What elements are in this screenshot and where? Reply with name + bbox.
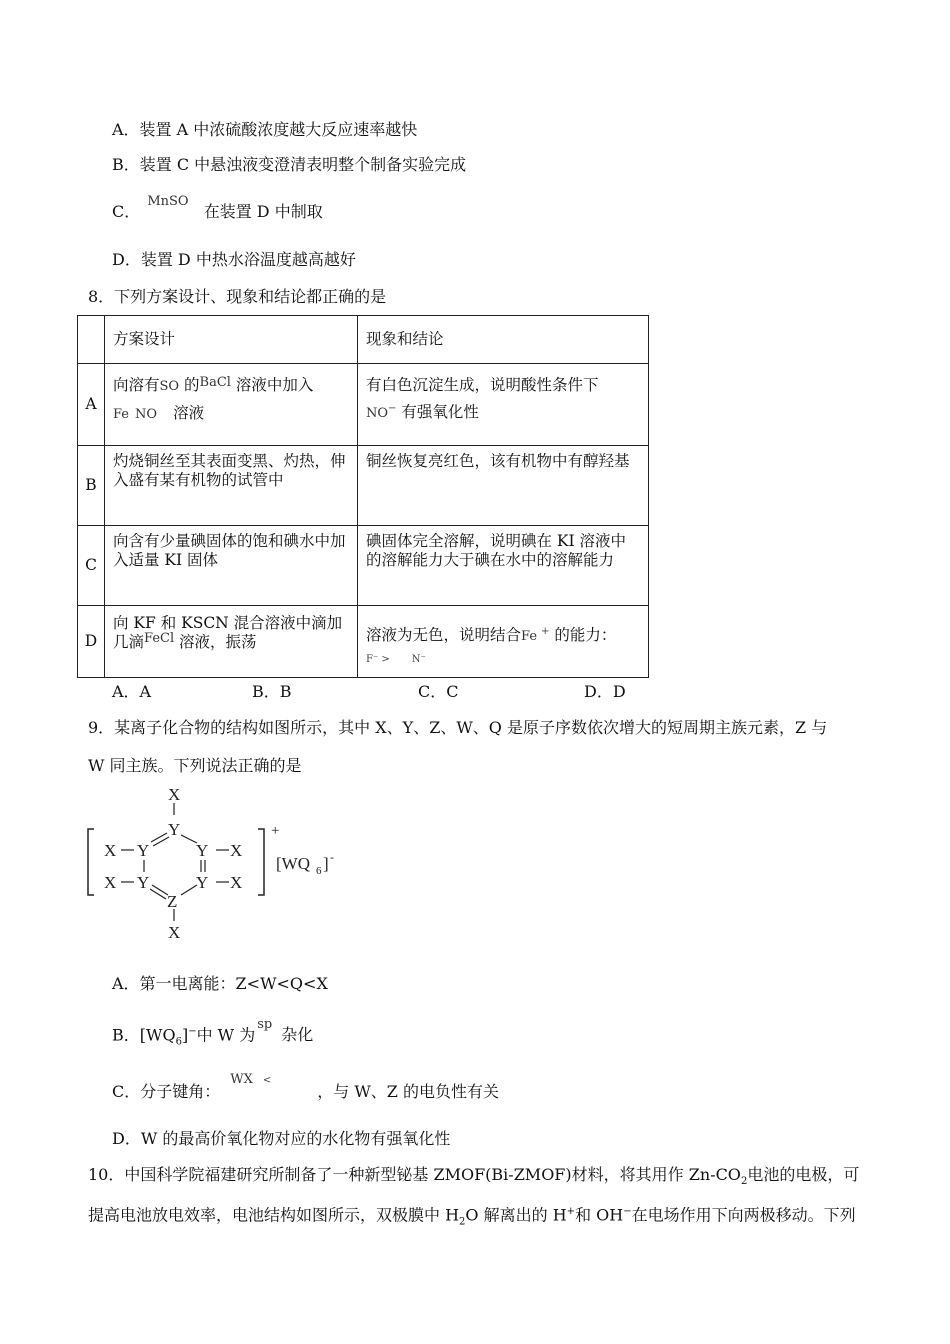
q10-line-1-sub: 2	[740, 1176, 748, 1188]
q9-option-c-lt: <	[262, 1075, 272, 1086]
q8-row-b-label: B	[78, 446, 105, 526]
q8-row-a-no: NO	[135, 407, 158, 422]
q8-header-row	[78, 316, 649, 364]
q10-line-1	[88, 1165, 859, 1192]
q8-row-a	[78, 364, 649, 446]
atom-x-bottom: X	[168, 923, 181, 942]
q7-option-c-prefix: C．	[112, 202, 141, 221]
q8-row-a-design-2: 溶液中加入	[230, 376, 314, 394]
q10-line-2-sub: 2	[459, 1216, 466, 1228]
q8-row-d-design-1: 向 KF 和 KSCN 混合溶液中滴加几滴	[113, 614, 343, 651]
q8-row-d-result-3: F⁻ >	[366, 654, 390, 666]
q10-line-1b: 电池的电极，可	[747, 1165, 860, 1184]
q7-option-c-formula: MnSO	[147, 194, 189, 209]
q8-row-a-label: A	[78, 364, 105, 446]
q8-row-a-result-sup: −	[388, 403, 397, 414]
anion-close: ]	[323, 854, 329, 873]
q8-row-d-design-2: 溶液，振荡	[174, 633, 257, 651]
atom-x-right1: X	[230, 841, 243, 860]
q8-row-d	[78, 606, 649, 678]
q10-line-1a: 10．中国科学院福建研究所制备了一种新型铋基 ZMOF(Bi-ZMOF)材料，将其用作 Zn-CO	[88, 1165, 741, 1184]
q9-option-b-4: 杂化	[276, 1025, 314, 1045]
q10-line-2b: O 解离出的 H	[465, 1205, 567, 1225]
left-bracket	[88, 829, 94, 895]
anion-sub: 6	[316, 865, 322, 877]
q8-row-a-design-3: 溶液	[173, 404, 205, 422]
q9-option-b-sub: 6	[175, 1036, 182, 1048]
q8-option-b: B．B	[252, 682, 292, 701]
bond-yr-top	[181, 835, 197, 843]
q10-line-2-sup2: −	[623, 1206, 632, 1217]
q10-line-2a: 提高电池放电效率，电池结构如图所示，双极膜中 H	[88, 1205, 460, 1225]
q9-stem-2: W 同主族。下列说法正确的是	[88, 756, 302, 775]
q7-option-a: A．装置 A 中浓硫酸浓度越大反应速率越快	[112, 120, 418, 139]
bond-z-left	[152, 885, 168, 895]
q8-header-result: 现象和结论	[358, 316, 649, 364]
anion-sup: -	[330, 850, 334, 864]
q10-line-2-sup1: +	[566, 1206, 576, 1217]
q7-option-c-suffix: 在装置 D 中制取	[203, 202, 323, 221]
atom-x-top: X	[168, 785, 181, 804]
q8-row-a-result-no: NO	[366, 406, 389, 422]
q9-option-c-2: ，与 W、Z 的电负性有关	[317, 1082, 500, 1101]
q8-row-b-design: 灼烧铜丝至其表面变黑、灼热，伸入盛有某有机物的试管中	[105, 446, 358, 526]
q8-row-d-result-2: 的能力：	[549, 626, 617, 645]
q8-row-d-result-4: N⁻	[411, 654, 426, 666]
q8-row-a-design-1: 向溶有	[113, 376, 160, 394]
q8-row-b	[78, 446, 649, 526]
q9-option-c-1: C．分子键角：	[112, 1082, 221, 1101]
cation-charge: +	[271, 823, 280, 839]
atom-y-right2: Y	[196, 873, 209, 892]
q9-option-a: A．第一电离能：Z<W<Q<X	[112, 974, 328, 993]
q8-stem: 8．下列方案设计、现象和结论都正确的是	[88, 287, 387, 306]
q9-option-b-2: ]	[181, 1025, 189, 1045]
q8-table	[77, 315, 649, 678]
q9-option-c-formula: WX	[230, 1072, 253, 1087]
q7-option-c	[112, 194, 323, 224]
q10-line-2	[88, 1202, 856, 1233]
bond-z-left-double	[150, 889, 166, 899]
q8-row-d-fe: Fe	[521, 629, 538, 645]
q8-row-a-result	[358, 364, 649, 446]
atom-x-right2: X	[230, 873, 243, 892]
q8-option-a: A．A	[112, 682, 152, 701]
q8-row-a-fe: Fe	[113, 407, 130, 422]
q8-row-c	[78, 526, 649, 606]
q8-options	[0, 682, 950, 702]
anion-open: [WQ	[276, 854, 310, 873]
q8-row-d-result-1: 溶液为无色，说明结合	[366, 626, 522, 645]
bond-z-right	[181, 885, 197, 895]
q9-option-b-1: B．[WQ	[112, 1025, 176, 1045]
q8-option-d: D．D	[584, 682, 626, 701]
q8-row-c-design: 向含有少量碘固体的饱和碘水中加入适量 KI 固体	[105, 526, 358, 606]
q9-option-b-sup: −	[188, 1026, 197, 1037]
q9-structure-diagram	[80, 785, 350, 945]
q7-option-b: B．装置 C 中悬浊液变澄清表明整个制备实验完成	[112, 155, 467, 174]
q8-row-b-result: 铜丝恢复亮红色，该有机物中有醇羟基	[358, 446, 649, 526]
bond-yl-top	[151, 833, 167, 842]
q8-row-a-result-2: 有强氧化性	[396, 403, 479, 422]
q8-row-a-result-1: 有白色沉淀生成，说明酸性条件下	[366, 376, 599, 394]
q8-row-d-fecl: FeCl	[144, 631, 175, 646]
q8-header-design: 方案设计	[105, 316, 358, 364]
q9-stem-1: 9．某离子化合物的结构如图所示，其中 X、Y、Z、W、Q 是原子序数依次增大的短周期主族元素，Z 与	[88, 718, 828, 737]
q7-option-d: D．装置 D 中热水浴温度越高越好	[112, 250, 356, 269]
q8-row-a-bacl: BaCl	[199, 375, 231, 390]
q8-row-c-result: 碘固体完全溶解，说明碘在 KI 溶液中的溶解能力大于碘在水中的溶解能力	[358, 526, 649, 606]
atom-x-left2: X	[104, 873, 117, 892]
q9-option-b	[112, 1017, 314, 1053]
atom-z: Z	[167, 892, 178, 911]
atom-y-left1: Y	[137, 841, 150, 860]
q10-line-2d: 在电场作用下向两极移动。下列	[631, 1205, 856, 1225]
right-bracket	[258, 829, 264, 895]
q9-option-b-3: 中 W 为	[196, 1025, 256, 1045]
bond-yl-top-double	[153, 837, 169, 846]
q8-row-a-so: SO	[159, 379, 180, 394]
q8-row-d-result	[358, 606, 649, 678]
q8-row-d-design	[105, 606, 358, 678]
atom-y-right1: Y	[196, 841, 209, 860]
atom-x-left1: X	[104, 841, 117, 860]
q8-row-c-label: C	[78, 526, 105, 606]
q8-header-blank	[78, 316, 105, 364]
q9-option-b-sp: sp	[257, 1017, 273, 1033]
q8-option-c: C．C	[418, 682, 459, 701]
q9-option-c	[112, 1072, 500, 1105]
q10-line-2c: 和 OH	[575, 1205, 624, 1225]
atom-y-left2: Y	[137, 873, 150, 892]
q8-row-a-design	[105, 364, 358, 446]
q8-row-d-label: D	[78, 606, 105, 678]
q9-option-d: D．W 的最高价氧化物对应的水化物有强氧化性	[112, 1129, 451, 1148]
q8-row-a-de: 的	[179, 376, 200, 394]
atom-y-top: Y	[168, 820, 181, 839]
q8-row-d-sup: +	[541, 626, 550, 637]
